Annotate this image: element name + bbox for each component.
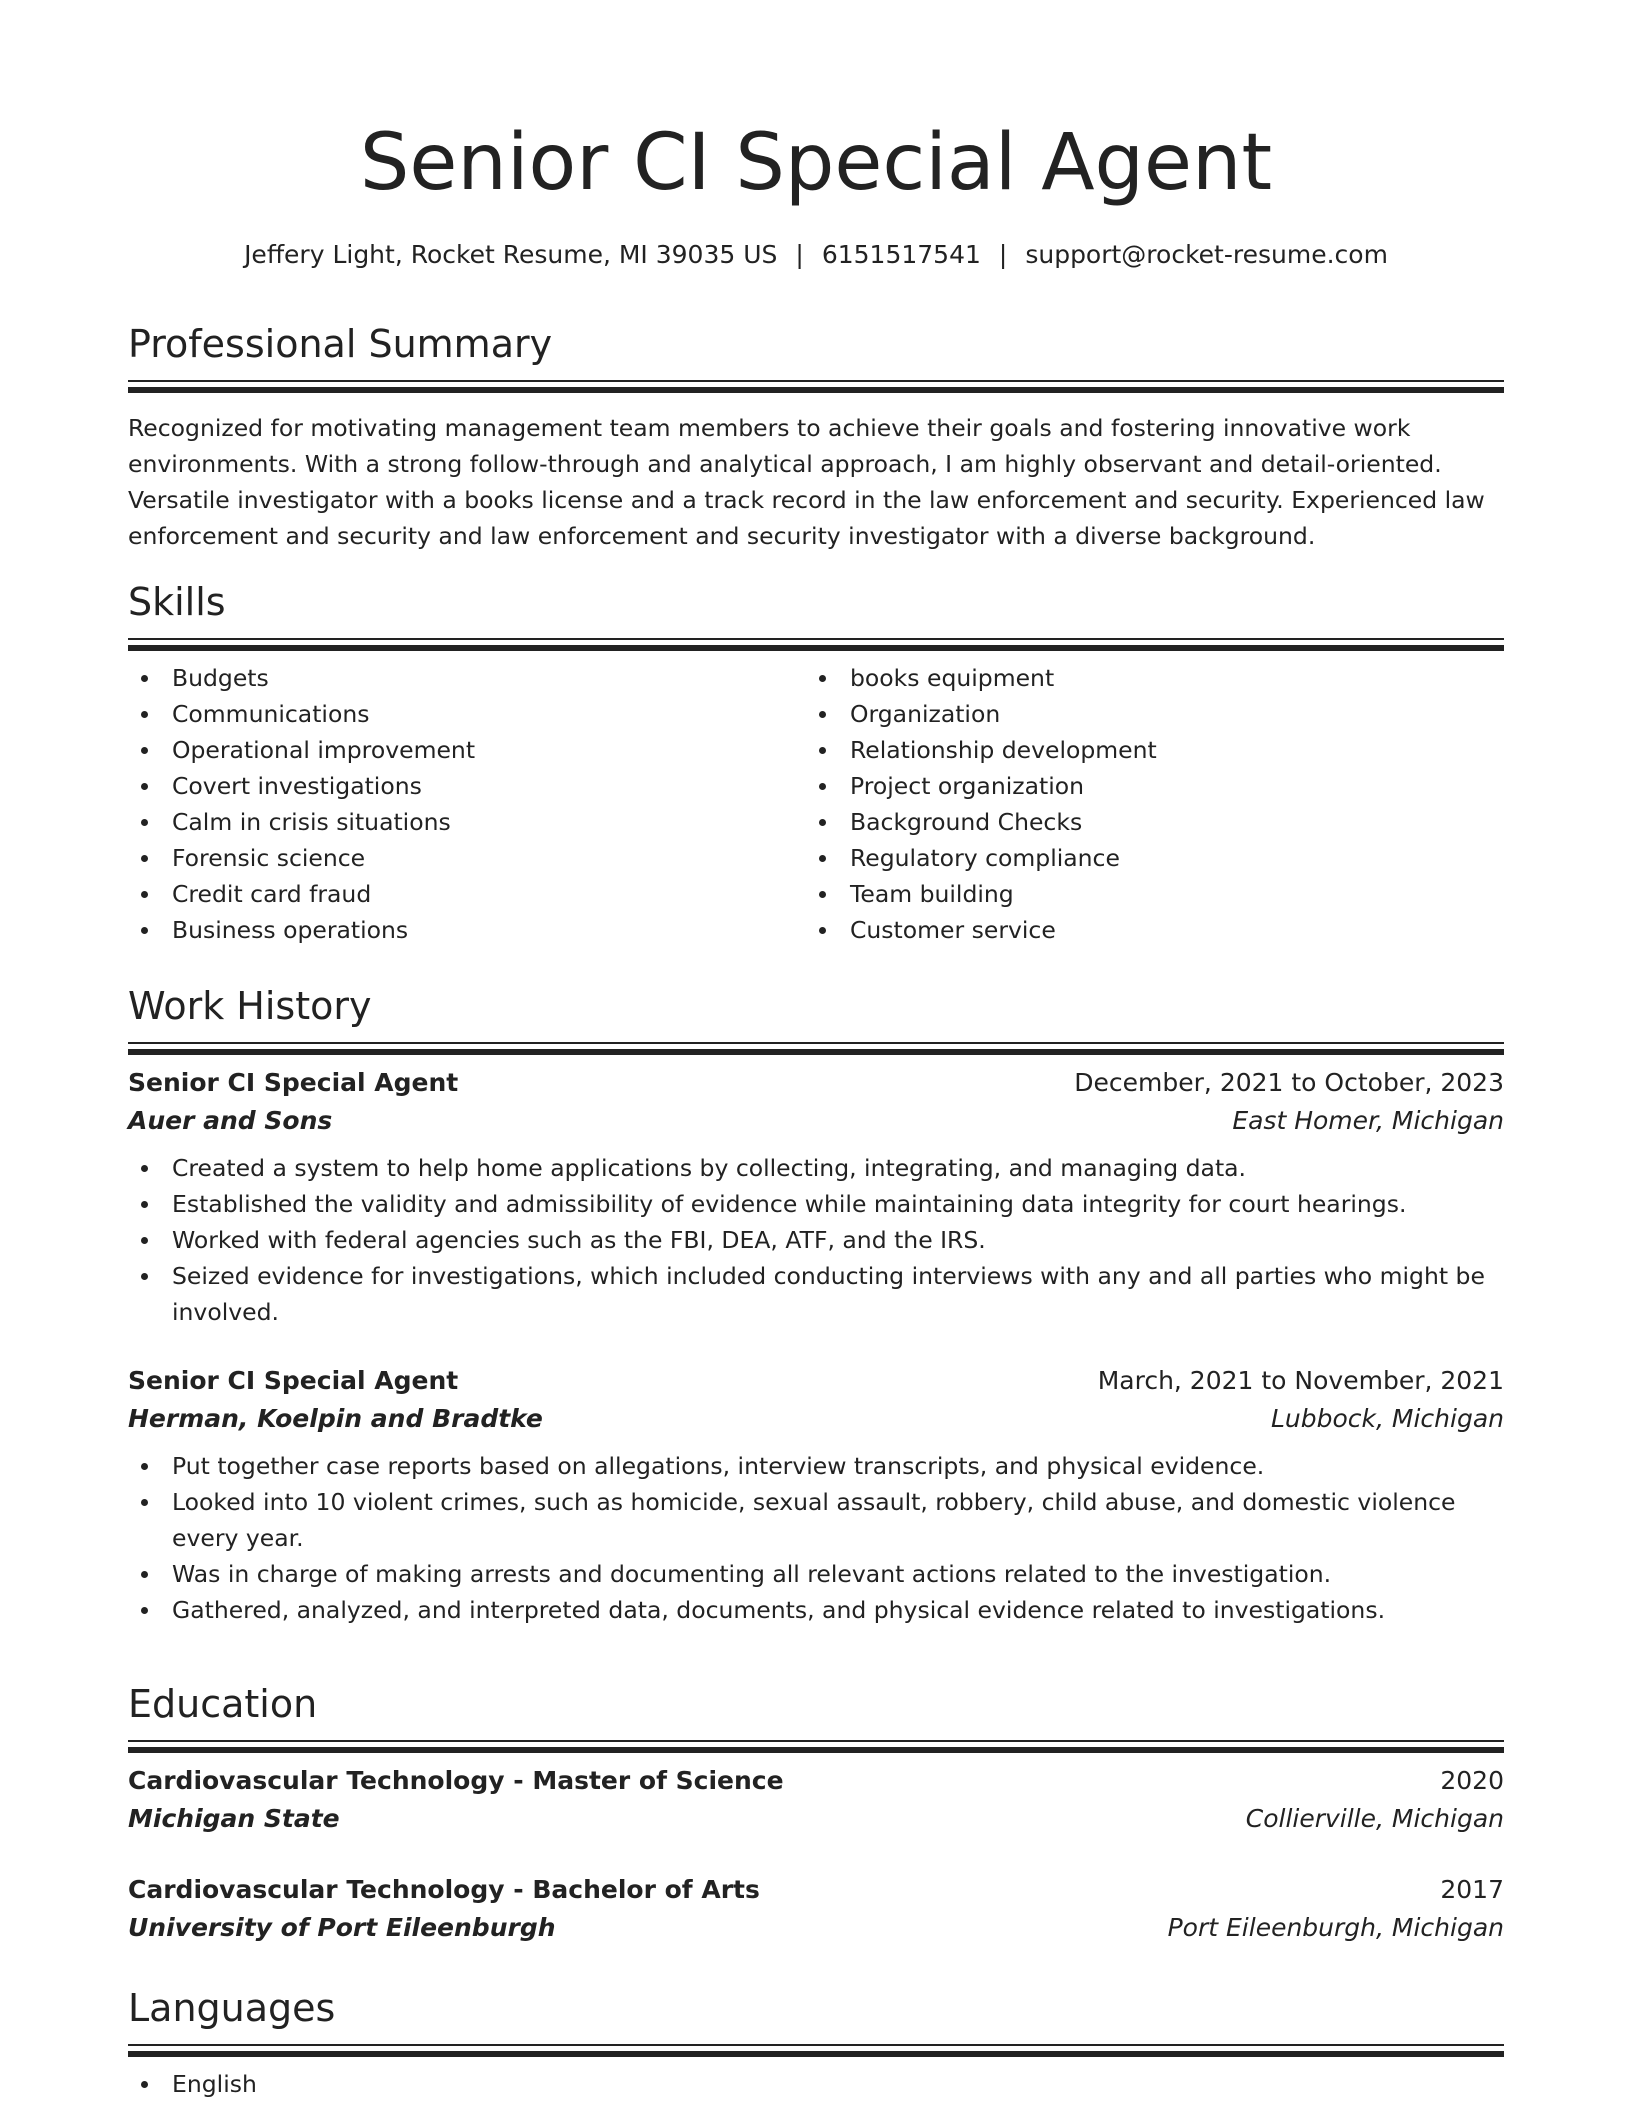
skill-item: Regulatory compliance [806,840,1484,876]
education-degree: Cardiovascular Technology - Bachelor of Arts [128,1875,760,1904]
skill-item: Team building [806,876,1484,912]
languages-section [128,1982,1504,2102]
job-entry [128,1362,1504,1628]
contact-separator: | [795,240,804,269]
job-company: Auer and Sons [128,1106,333,1135]
skills-left-list [128,660,806,948]
section-divider [128,638,1504,640]
education-entry [128,1871,1504,1947]
job-duty: Worked with federal agencies such as the FBI, DEA, ATF, and the IRS. [128,1222,1504,1258]
job-company: Herman, Koelpin and Bradtke [128,1404,543,1433]
language-item: English [128,2066,1504,2102]
skill-item: Calm in crisis situations [128,804,806,840]
summary-heading: Professional Summary [128,322,553,366]
job-dates: December, 2021 to October, 2023 [1074,1068,1504,1097]
job-location: Lubbock, Michigan [1270,1404,1504,1433]
skill-item: Operational improvement [128,732,806,768]
contact-phone: 6151517541 [821,240,981,269]
education-year: 2020 [1440,1766,1504,1795]
section-divider [128,1740,1504,1742]
skills-section [128,576,1504,948]
section-divider [128,1042,1504,1044]
job-title-row [128,1362,1504,1400]
skill-item: Credit card fraud [128,876,806,912]
education-year: 2017 [1440,1875,1504,1904]
skills-columns [128,660,1504,948]
job-duties [128,1150,1504,1330]
skill-item: books equipment [806,660,1484,696]
job-dates: March, 2021 to November, 2021 [1097,1366,1504,1395]
languages-heading: Languages [128,1986,336,2030]
languages-list [128,2066,1504,2102]
education-degree-row [128,1762,1504,1800]
job-duty: Established the validity and admissibility of evidence while maintaining data integrity for court hearings. [128,1186,1504,1222]
education-entry [128,1762,1504,1838]
skill-item: Covert investigations [128,768,806,804]
section-divider [128,380,1504,382]
contact-email: support@rocket-resume.com [1025,240,1388,269]
education-school-row [128,1909,1504,1947]
contact-line [128,240,1504,269]
skill-item: Project organization [806,768,1484,804]
summary-text: Recognized for motivating management team members to achieve their goals and fostering innovative work environments. With a strong follow-through and analytical approach, I am highly observant and detail-oriented. Versatile investigator with a books license and a track record in the law enforcement and security. Experienced law enforcement and security and law enforcement and security investigator with a diverse background. [128,414,1485,550]
summary-section [128,318,1504,554]
skill-item: Customer service [806,912,1484,948]
skill-item: Budgets [128,660,806,696]
skill-item: Forensic science [128,840,806,876]
work-history-section [128,980,1504,1628]
contact-name-address: Jeffery Light, Rocket Resume, MI 39035 US [244,240,778,269]
job-title-row [128,1064,1504,1102]
skill-item: Organization [806,696,1484,732]
skill-item: Business operations [128,912,806,948]
skills-right-list [806,660,1484,948]
education-degree: Cardiovascular Technology - Master of Science [128,1766,784,1795]
education-location: Collierville, Michigan [1245,1804,1504,1833]
section-divider [128,2044,1504,2046]
job-title: Senior CI Special Agent [128,1068,459,1097]
resume-title: Senior CI Special Agent [359,118,1273,208]
education-school-row [128,1800,1504,1838]
job-duty: Seized evidence for investigations, which included conducting interviews with any and all parties who might be involved. [128,1258,1504,1330]
job-duty: Gathered, analyzed, and interpreted data, documents, and physical evidence related to investigations. [128,1592,1504,1628]
job-title: Senior CI Special Agent [128,1366,459,1395]
skills-heading: Skills [128,580,226,624]
education-heading: Education [128,1682,318,1726]
contact-separator: | [998,240,1008,269]
job-entry [128,1064,1504,1330]
job-duties [128,1448,1504,1628]
education-school: University of Port Eileenburgh [128,1913,556,1942]
education-school: Michigan State [128,1804,340,1833]
education-degree-row [128,1871,1504,1909]
education-location: Port Eileenburgh, Michigan [1167,1913,1504,1942]
job-duty: Was in charge of making arrests and documenting all relevant actions related to the investigation. [128,1556,1504,1592]
job-duty: Created a system to help home applications by collecting, integrating, and managing data. [128,1150,1504,1186]
job-company-row [128,1400,1504,1438]
job-location: East Homer, Michigan [1232,1106,1504,1135]
job-duty: Looked into 10 violent crimes, such as homicide, sexual assault, robbery, child abuse, and domestic violence every year. [128,1484,1504,1556]
job-duty: Put together case reports based on allegations, interview transcripts, and physical evidence. [128,1448,1504,1484]
skill-item: Relationship development [806,732,1484,768]
work-history-heading: Work History [128,984,372,1028]
skill-item: Communications [128,696,806,732]
job-company-row [128,1102,1504,1140]
skill-item: Background Checks [806,804,1484,840]
education-section [128,1678,1504,1947]
